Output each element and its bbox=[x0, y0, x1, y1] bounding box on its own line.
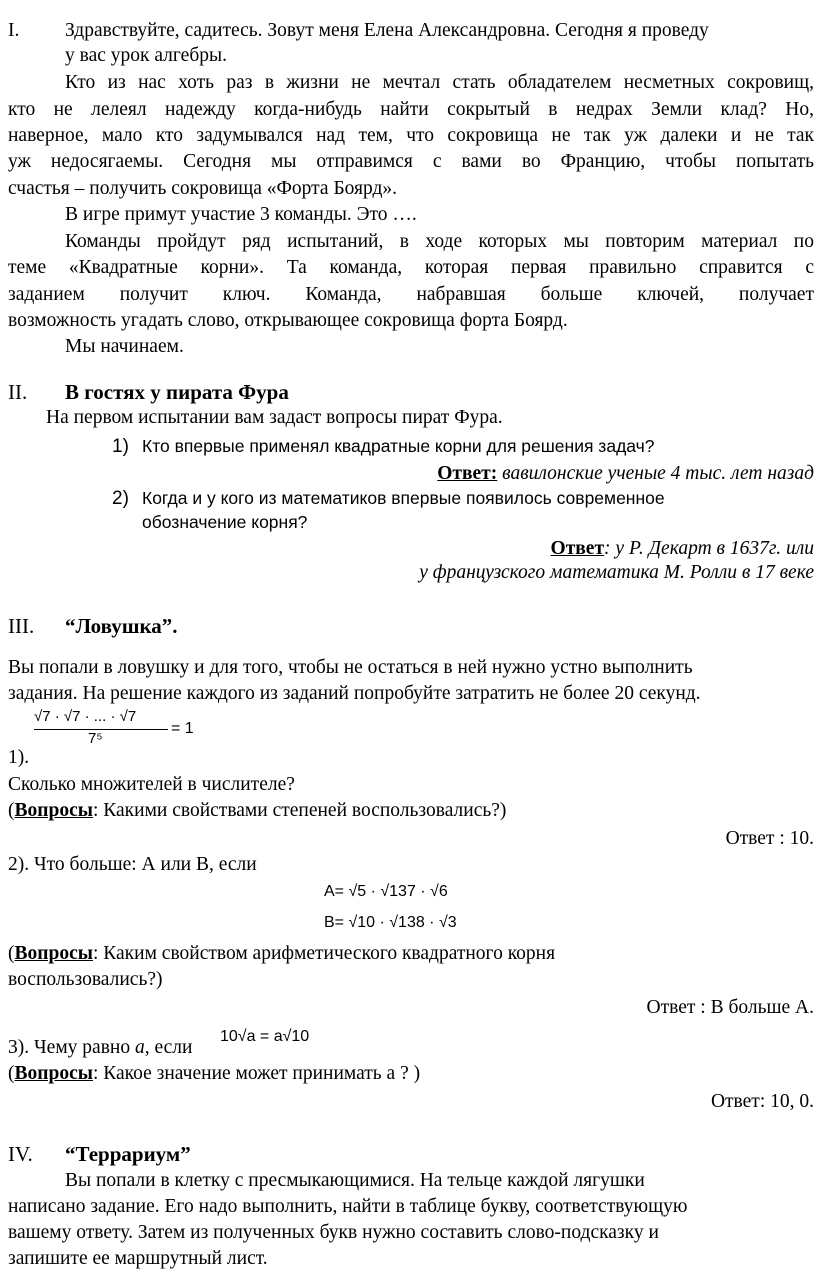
task-2-questions-line-1: : Каким свойством арифметического квадратного корня bbox=[92, 943, 556, 964]
task-2-questions-line-2: воспользовались?) bbox=[8, 969, 163, 990]
paragraph-2: В игре примут участие 3 команды. Это …. bbox=[65, 204, 417, 225]
task-1-numerator: √7 · √7 · ... · √7 bbox=[34, 708, 137, 725]
paragraph-4: Мы начинаем. bbox=[65, 336, 184, 357]
section-4-line: написано задание. Его надо выполнить, найти в таблице букву, соответствующую bbox=[8, 1196, 688, 1217]
paragraph-3-line: теме «Квадратные корни». Та команда, которая первая правильно справится с bbox=[8, 257, 814, 278]
task-3-answer: Ответ: 10, 0. bbox=[710, 1091, 814, 1112]
task-1-questions-label: Вопросы bbox=[14, 800, 93, 821]
paragraph-3-line: Команды пройдут ряд испытаний, в ходе которых мы повторим материал по bbox=[65, 231, 814, 252]
question-2-number: 2) bbox=[112, 488, 129, 509]
task-1-question: Сколько множителей в числителе? bbox=[8, 774, 295, 795]
question-2-line-1: Когда и у кого из математиков впервые появилось современное bbox=[142, 488, 665, 508]
answer-1-text: вавилонские ученые 4 тыс. лет назад bbox=[502, 463, 814, 484]
task-1-denominator: 7⁵ bbox=[88, 730, 103, 747]
task-1-equals: = 1 bbox=[171, 720, 194, 737]
section-4-line: вашему ответу. Затем из полученных букв нужно составить слово-подсказку и bbox=[8, 1222, 659, 1243]
task-2-label: 2). Что больше: А или В, если bbox=[8, 854, 257, 875]
section-2-intro: На первом испытании вам задаст вопросы пират Фура. bbox=[46, 407, 503, 428]
task-3-questions-text: : Какое значение может принимать а ? ) bbox=[92, 1063, 421, 1084]
task-2-q-open: ( bbox=[8, 943, 15, 964]
task-3-variable: a bbox=[134, 1037, 145, 1058]
section-2-title: В гостях у пирата Фура bbox=[65, 380, 289, 404]
question-1-text: Кто впервые применял квадратные корни для решения задач? bbox=[142, 436, 655, 456]
task-3-questions-label: Вопросы bbox=[14, 1063, 93, 1084]
answer-2-line-2: у французского математика М. Ролли в 17 веке bbox=[419, 562, 814, 583]
section-4-line: запишите ее маршрутный лист. bbox=[8, 1248, 268, 1269]
section-1-numeral: I. bbox=[8, 20, 20, 41]
task-3-formula: 10√a = a√10 bbox=[220, 1028, 310, 1045]
section-3-numeral: III. bbox=[8, 614, 35, 638]
paragraph-3-line: заданием получит ключ. Команда, набравшая больше ключей, получает bbox=[8, 284, 814, 305]
paragraph-1-line: Кто из нас хоть раз в жизни не мечтал стать обладателем несметных сокровищ, bbox=[65, 72, 814, 93]
task-2-formula-a: А= √5 · √137 · √6 bbox=[324, 883, 448, 900]
paragraph-1-line: уж недосягаемы. Сегодня мы отправимся с вами во Францию, чтобы попытать bbox=[8, 151, 814, 172]
answer-2-line-1: : у Р. Декарт в 1637г. или bbox=[604, 538, 814, 559]
question-2-line-2: обозначение корня? bbox=[142, 512, 308, 532]
task-2-answer: Ответ : В больше А. bbox=[646, 997, 814, 1018]
task-3-q-open: ( bbox=[8, 1063, 15, 1084]
section-4-line: Вы попали в клетку с пресмыкающимися. На тельце каждой лягушки bbox=[65, 1170, 645, 1191]
paragraph-1-line: наверное, мало кто задумывался над тем, что сокровища не так уж далеки и не так bbox=[8, 125, 814, 146]
answer-2-label: Ответ bbox=[550, 538, 605, 559]
section-4-numeral: IV. bbox=[8, 1142, 33, 1166]
section-2-numeral: II. bbox=[8, 380, 28, 404]
paragraph-1-line: счастья – получить сокровища «Форта Боярд». bbox=[8, 178, 398, 199]
task-2-formula-b: В= √10 · √138 · √3 bbox=[324, 914, 457, 931]
intro-line-2: у вас урок алгебры. bbox=[65, 45, 227, 66]
question-1-number: 1) bbox=[112, 436, 129, 457]
task-1-formula bbox=[34, 709, 204, 747]
task-1-questions-text: : Какими свойствами степеней воспользовались?) bbox=[92, 800, 507, 821]
section-3-title: “Ловушка”. bbox=[65, 614, 178, 638]
section-4-title: “Террариум” bbox=[65, 1142, 191, 1166]
paragraph-3-line: возможность угадать слово, открывающее сокровища форта Боярд. bbox=[8, 310, 568, 331]
task-1-q-open: ( bbox=[8, 800, 15, 821]
intro-line-1: Здравствуйте, садитесь. Зовут меня Елена Александровна. Сегодня я проведу bbox=[65, 20, 709, 41]
answer-1-label: Ответ: bbox=[437, 463, 498, 484]
task-2-questions-label: Вопросы bbox=[14, 943, 93, 964]
task-1-answer: Ответ : 10. bbox=[725, 828, 814, 849]
section-3-intro-line-1: Вы попали в ловушку и для того, чтобы не остаться в ней нужно устно выполнить bbox=[8, 657, 693, 678]
task-3-label-prefix: 3). Чему равно bbox=[8, 1037, 135, 1058]
task-1-label: 1). bbox=[8, 747, 30, 768]
task-3-label-suffix: , если bbox=[144, 1037, 193, 1058]
section-3-intro-line-2: задания. На решение каждого из заданий попробуйте затратить не более 20 секунд. bbox=[8, 683, 701, 704]
paragraph-1-line: кто не лелеял надежду когда-нибудь найти сокрытый в недрах Земли клад? Но, bbox=[8, 99, 814, 120]
